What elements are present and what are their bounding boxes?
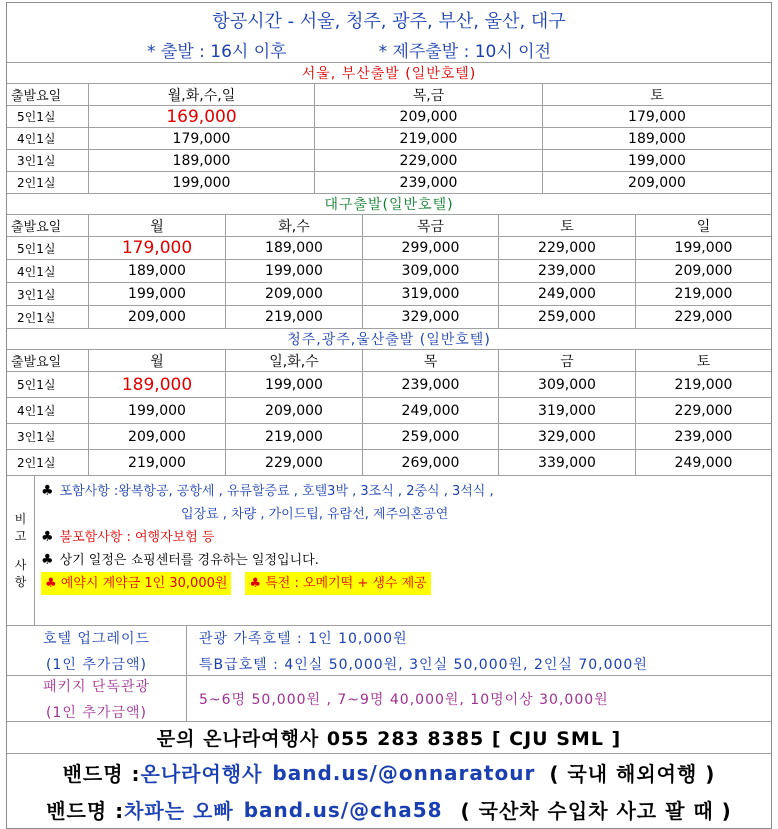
price-cell: 209,000 [226, 398, 363, 423]
table1-title: 서울, 부산출발 (일반호텔) [7, 63, 771, 84]
included-text: 포함사항 :왕복항공, 공항세 , 유류할증료 , 호텔3박 , 3조식 , 2중식 , 3석식 , [59, 484, 494, 499]
included-line-2 [41, 503, 771, 526]
price-cell: 229,000 [315, 150, 543, 171]
price-cell: 309,000 [363, 260, 499, 282]
band-url-link[interactable]: band.us/@onnaratour [272, 760, 536, 785]
price-cell: 329,000 [363, 306, 499, 328]
package-row [7, 676, 771, 722]
special-highlight [245, 572, 430, 595]
price-cell: 219,000 [315, 128, 543, 149]
departure-time: * 출발 : 16시 이후 [147, 41, 287, 62]
price-cell: 299,000 [363, 237, 499, 259]
band-line-1 [7, 754, 771, 791]
price-cell: 169,000 [89, 106, 315, 127]
remarks-label-char: 비 [14, 511, 27, 526]
table-row [7, 260, 771, 283]
price-cell: 209,000 [674, 263, 733, 279]
price-cell: 189,000 [89, 372, 226, 397]
room-type-label: 3인1실 [7, 150, 89, 171]
hotel-upgrade-sub: (1인 추가금액) [46, 656, 147, 673]
price-cell: 219,000 [226, 306, 363, 328]
price-cell: 179,000 [89, 128, 315, 149]
club-icon: ♣ [41, 552, 54, 568]
table3-title: 청주,광주,울산출발 (일반호텔) [7, 329, 771, 350]
price-cell: 199,000 [89, 172, 315, 193]
price-cell: 219,000 [674, 376, 733, 393]
table1-col: 목,금 [315, 84, 543, 105]
club-icon: ♣ [45, 576, 57, 591]
price-cell: 199,000 [226, 260, 363, 282]
price-cell: 249,000 [363, 398, 499, 423]
deposit-line [41, 572, 771, 595]
club-icon: ♣ [41, 483, 54, 499]
price-cell: 199,000 [226, 372, 363, 397]
price-cell: 249,000 [674, 454, 733, 471]
price-cell: 319,000 [363, 283, 499, 305]
price-cell: 239,000 [315, 172, 543, 193]
table-row [7, 106, 771, 128]
price-cell: 209,000 [226, 283, 363, 305]
price-cell: 209,000 [628, 174, 686, 191]
room-type-label: 4인1실 [7, 260, 89, 282]
price-cell: 319,000 [499, 398, 636, 423]
contact-line: 문의 온나라여행사 055 283 8385 [ CJU SML ] [7, 722, 771, 754]
deposit-text: 예약시 계약금 1인 30,000원 [60, 576, 228, 591]
flight-time-title: 항공시간 - 서울, 청주, 광주, 부산, 울산, 대구 [212, 10, 566, 32]
price-cell: 189,000 [226, 237, 363, 259]
table3-col-label: 출발요일 [7, 350, 89, 371]
table3-col: 월 [89, 350, 226, 371]
room-type-label: 2인1실 [7, 450, 89, 475]
hotel-upgrade-title: 호텔 업그레이드 [42, 630, 151, 647]
room-type-label: 3인1실 [7, 424, 89, 449]
price-cell: 209,000 [315, 106, 543, 127]
price-cell: 239,000 [363, 372, 499, 397]
table2-col: 화,수 [226, 215, 363, 236]
price-cell: 199,000 [89, 398, 226, 423]
price-cell: 219,000 [674, 286, 733, 302]
room-type-label: 2인1실 [7, 172, 89, 193]
room-type-label: 5인1실 [7, 106, 89, 127]
club-icon: ♣ [249, 576, 262, 591]
table3-header [7, 350, 771, 372]
table1-col: 토 [650, 87, 664, 104]
table2-title: 대구출발(일반호텔) [7, 194, 771, 215]
package-details [187, 676, 771, 721]
table-row [7, 450, 771, 476]
band-name: 차파는 오빠 [124, 799, 234, 823]
price-cell: 229,000 [226, 450, 363, 475]
band-desc: ( 국내 해외여행 ) [549, 762, 716, 786]
table-row [7, 372, 771, 398]
room-type-label: 4인1실 [7, 398, 89, 423]
band-line-2 [7, 791, 771, 828]
excluded-line [41, 526, 771, 549]
price-cell: 329,000 [499, 424, 636, 449]
remarks-label-char: 항 [14, 574, 27, 589]
price-cell: 199,000 [89, 283, 226, 305]
hotel-upgrade-row [7, 626, 771, 676]
table-row [7, 128, 771, 150]
price-cell: 339,000 [499, 450, 636, 475]
table3-col: 목 [363, 350, 499, 371]
deposit-highlight [41, 572, 231, 595]
band-label: 밴드명 : [62, 762, 141, 786]
band-name: 온나라여행사 [140, 762, 263, 786]
remarks-label-char: 사 [14, 557, 27, 572]
excluded-text: 불포함사항 : 여행자보험 등 [59, 530, 215, 545]
special-text: 특전 : 오메기떡 + 생수 제공 [265, 576, 427, 591]
hotel-upgrade-details [187, 626, 771, 675]
table2-col: 목금 [363, 215, 499, 236]
table-row [7, 306, 771, 329]
price-cell: 229,000 [499, 237, 636, 259]
table3-col: 토 [696, 353, 711, 370]
room-type-label: 5인1실 [7, 237, 89, 259]
package-label [7, 676, 187, 721]
price-cell: 219,000 [89, 450, 226, 475]
club-icon: ♣ [41, 529, 54, 545]
price-cell: 219,000 [226, 424, 363, 449]
price-cell: 249,000 [499, 283, 636, 305]
room-type-label: 2인1실 [7, 306, 89, 328]
price-cell: 209,000 [89, 424, 226, 449]
band-url-link[interactable]: band.us/@cha58 [243, 797, 443, 822]
table3-col: 일,화,수 [226, 350, 363, 371]
price-cell: 269,000 [363, 450, 499, 475]
package-sub: (1인 추가금액) [46, 704, 147, 721]
hotel-upgrade-line: 특B급호텔 : 4인실 50,000원, 3인실 50,000원, 2인실 70,000원 [199, 656, 648, 673]
room-type-label: 5인1실 [7, 372, 89, 397]
price-cell: 189,000 [89, 150, 315, 171]
remarks-body [35, 476, 771, 625]
price-cell: 239,000 [674, 428, 733, 445]
price-cell: 199,000 [628, 152, 686, 169]
band-label: 밴드명 : [46, 799, 125, 823]
package-line: 5~6명 50,000원 , 7~9명 40,000원, 10명이상 30,000원 [199, 691, 609, 708]
table-row [7, 398, 771, 424]
room-type-label: 4인1실 [7, 128, 89, 149]
table2-col-label: 출발요일 [7, 215, 89, 236]
table3-col: 금 [499, 350, 636, 371]
table1-header [7, 84, 771, 106]
price-cell: 259,000 [363, 424, 499, 449]
price-cell: 189,000 [89, 260, 226, 282]
price-document [6, 2, 772, 829]
shopping-text: 상기 일정은 쇼핑센터를 경유하는 일정입니다. [59, 553, 319, 568]
price-cell: 309,000 [499, 372, 636, 397]
room-type-label: 3인1실 [7, 283, 89, 305]
table2-col: 일 [696, 218, 711, 235]
price-cell: 179,000 [89, 237, 226, 259]
included-text-2: 입장료 , 차량 , 가이드팁, 유람선, 제주의혼공연 [181, 507, 449, 522]
departure-info [7, 36, 771, 63]
jeju-departure-time: * 제주출발 : 10시 이전 [378, 41, 552, 62]
shopping-line [41, 549, 771, 572]
remarks-label-char: 고 [14, 528, 27, 543]
remarks-label [7, 476, 35, 625]
price-cell: 239,000 [499, 260, 636, 282]
price-cell: 199,000 [674, 240, 733, 256]
price-cell: 229,000 [674, 309, 733, 325]
remarks-section [7, 476, 771, 626]
price-cell: 189,000 [628, 130, 686, 147]
table2-header [7, 215, 771, 237]
table2-col: 월 [89, 215, 226, 236]
price-cell: 179,000 [628, 108, 686, 125]
price-cell: 259,000 [499, 306, 636, 328]
table-row [7, 283, 771, 306]
table-row [7, 237, 771, 260]
hotel-upgrade-label [7, 626, 187, 675]
price-cell: 229,000 [674, 402, 733, 419]
table-row [7, 424, 771, 450]
hotel-upgrade-line: 관광 가족호텔 : 1인 10,000원 [199, 630, 408, 647]
table-row [7, 150, 771, 172]
table-row [7, 172, 771, 194]
price-cell: 209,000 [89, 306, 226, 328]
table2-col: 토 [499, 215, 636, 236]
included-line [41, 480, 771, 503]
table1-col-label: 출발요일 [7, 84, 89, 105]
band-desc: ( 국산차 수입차 사고 팔 때 ) [460, 799, 732, 823]
package-title: 패키지 단독관광 [42, 678, 151, 695]
table1-col: 월,화,수,일 [89, 84, 315, 105]
